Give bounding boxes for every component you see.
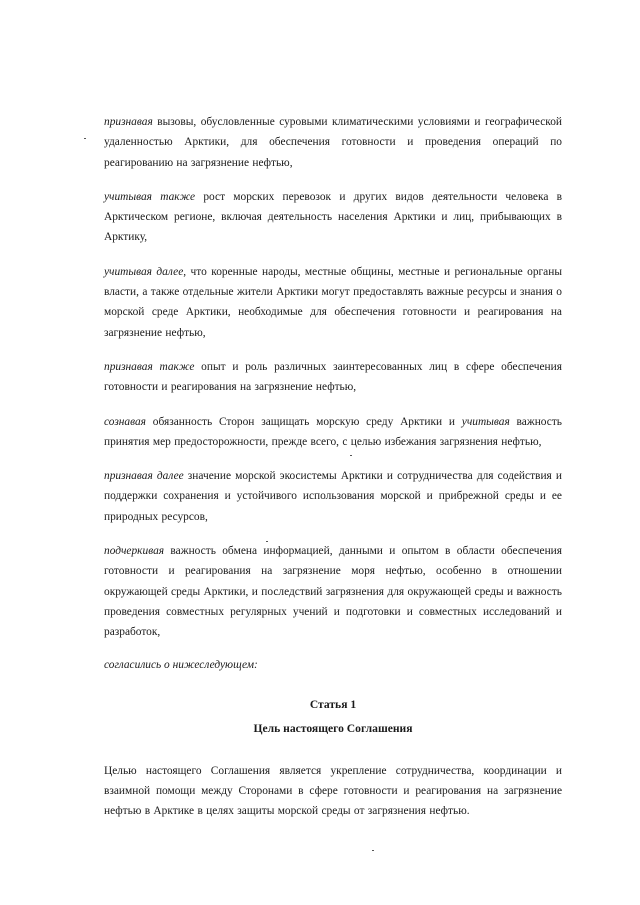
paragraph-text: важность принятия мер предосторожности, прежде всего, с целью избежания загрязнения нефтью,: [104, 415, 562, 448]
article-title: Цель настоящего Соглашения: [253, 721, 413, 735]
paragraph-text: значение морской экосистемы Арктики и сотрудничества для содействия и поддержки сохранения и устойчивого использования морской и прибрежной среды и ее природных ресурсов,: [104, 470, 562, 523]
preamble-paragraph-4: [104, 357, 562, 398]
preamble-paragraph-1: [104, 112, 562, 173]
lead-phrase: учитывая также: [104, 190, 196, 203]
lead-phrase-secondary: учитывая: [461, 415, 510, 428]
paragraph-text: опыт и роль различных заинтересованных лиц в сфере обеспечения готовности и реагирования на загрязнение нефтью,: [104, 360, 562, 394]
lead-phrase: признавая далее: [104, 470, 184, 483]
scan-speck: [372, 850, 374, 851]
scan-speck: [84, 138, 86, 139]
paragraph-text: обязанность Сторон защищать морскую среду Арктики и: [145, 415, 462, 428]
lead-phrase: признавая также: [104, 360, 195, 373]
lead-phrase: признавая: [104, 116, 153, 128]
paragraph-text: вызовы, обусловленные суровыми климатическими условиями и географической удаленностью Арктики, для обеспечения готовности и проведения операций по реагированию на загрязнение нефтью,: [104, 116, 562, 169]
paragraph-text: важность обмена информацией, данными и опытом в области обеспечения готовности и реагирования на загрязнение моря нефтью, особенно в отношении окружающей среды Арктики, и последствий загрязнения для окружающей среды и важность проведения совместных регулярных учений и подготовки и совместных исследований и разработок,: [104, 545, 562, 639]
preamble-closing: [104, 655, 562, 675]
preamble-paragraph-7: [104, 541, 562, 642]
paragraph-text: , что коренные народы, местные общины, местные и региональные органы власти, а также отдельные жители Арктики могут предоставлять важные ресурсы и знания о морской среде Арктики, необходимые для обеспечения готовности и реагирования на загрязнение нефтью,: [104, 265, 562, 339]
lead-phrase: учитывая далее: [104, 265, 184, 278]
article-number: Статья 1: [309, 697, 357, 711]
scan-speck: [350, 455, 352, 456]
lead-phrase: сознавая: [104, 415, 146, 428]
preamble-paragraph-2: [104, 187, 562, 248]
preamble-paragraph-3: [104, 262, 562, 343]
article-body: Целью настоящего Соглашения является укрепление сотрудничества, координации и взаимной помощи между Сторонами в сфере готовности и реагирования на загрязнение нефтью в Арктике в целях защиты морской среды от загрязнения нефтью.: [104, 764, 562, 818]
preamble-paragraph-6: [104, 466, 562, 527]
lead-phrase: подчеркивая: [104, 545, 165, 558]
scan-speck: [266, 541, 268, 542]
closing-phrase: согласились о нижеследующем:: [104, 658, 258, 671]
preamble-paragraph-5: [104, 412, 562, 453]
paragraph-text: рост морских перевозок и других видов деятельности человека в Арктическом регионе, включая деятельность населения Арктики и лиц, прибывающих в Арктику,: [104, 190, 562, 244]
